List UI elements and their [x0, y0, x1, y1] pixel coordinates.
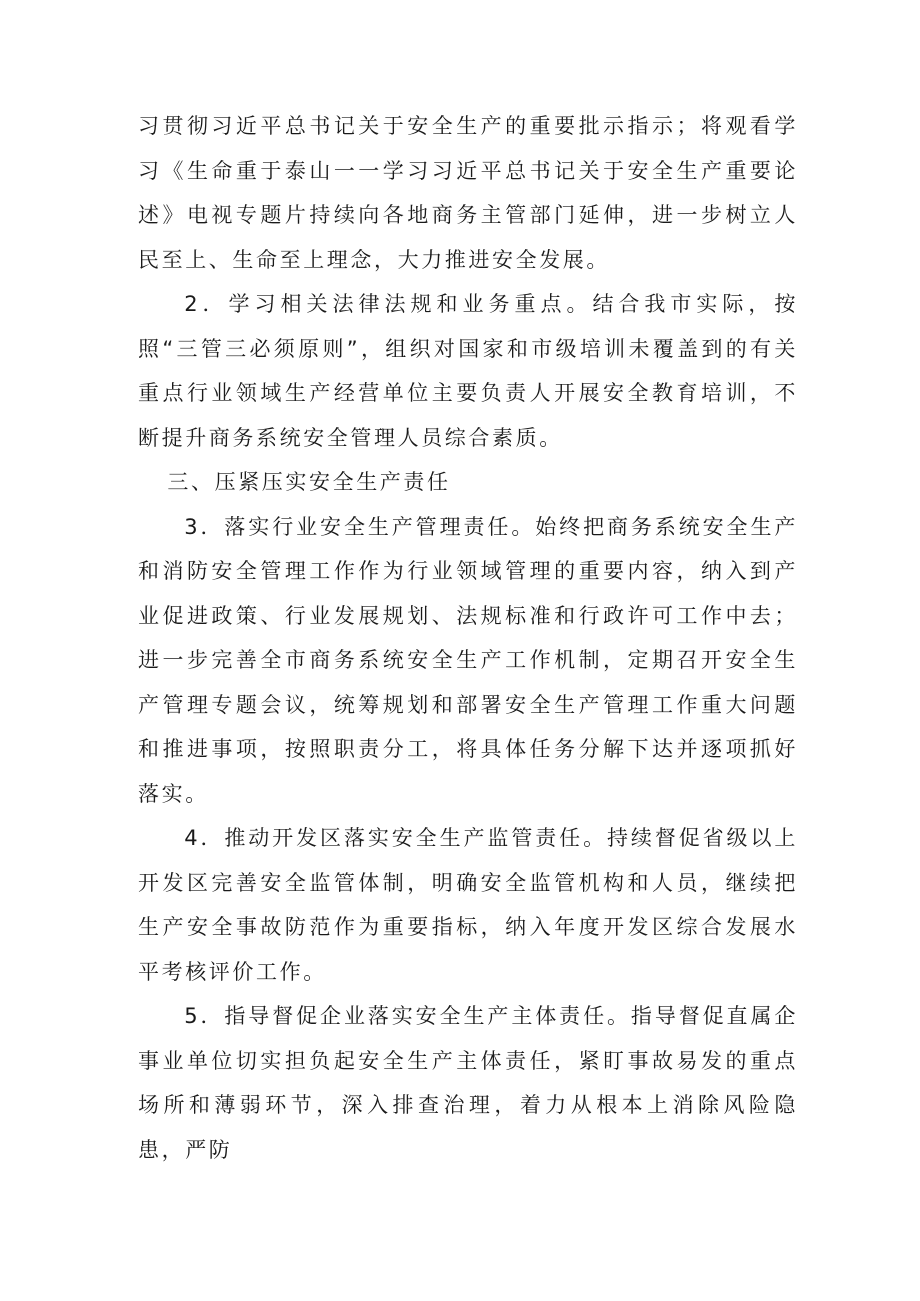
section-heading-3: 三、压紧压实安全生产责任 [167, 470, 451, 494]
paragraph-continuation: 习贯彻习近平总书记关于安全生产的重要批示指示；将观看学习《生命重于泰山一一学习习近平总书记关于安全生产重要论述》电视专题片持续向各地商务主管部门延伸，进一步树立人民至上、生命至上理念，大力推进安全发展。 [138, 114, 798, 272]
paragraph-item-3: 3．落实行业安全生产管理责任。始终把商务系统安全生产和消防安全管理工作作为行业领域管理的重要内容，纳入到产业促进政策、行业发展规划、法规标准和行政许可工作中去；进一步完善全市商务系统安全生产工作机制，定期召开安全生产管理专题会议，统筹规划和部署安全生产管理工作重大问题和推进事项，按照职责分工，将具体任务分解下达并逐项抓好落实。 [138, 514, 798, 806]
paragraph-item-4: 4．推动开发区落实安全生产监管责任。持续督促省级以上开发区完善安全监管体制，明确安全监管机构和人员，继续把生产安全事故防范作为重要指标，纳入年度开发区综合发展水平考核评价工作。 [138, 826, 798, 984]
paragraph-item-5: 5．指导督促企业落实安全生产主体责任。指导督促直属企事业单位切实担负起安全生产主体责任，紧盯事故易发的重点场所和薄弱环节，深入排查治理，着力从根本上消除风险隐患，严防 [138, 1004, 798, 1162]
paragraph-item-2: 2．学习相关法律法规和业务重点。结合我市实际，按照“三管三必须原则”，组织对国家和市级培训未覆盖到的有关重点行业领域生产经营单位主要负责人开展安全教育培训，不断提升商务系统安全管理人员综合素质。 [138, 292, 798, 450]
document-body [138, 104, 798, 1172]
